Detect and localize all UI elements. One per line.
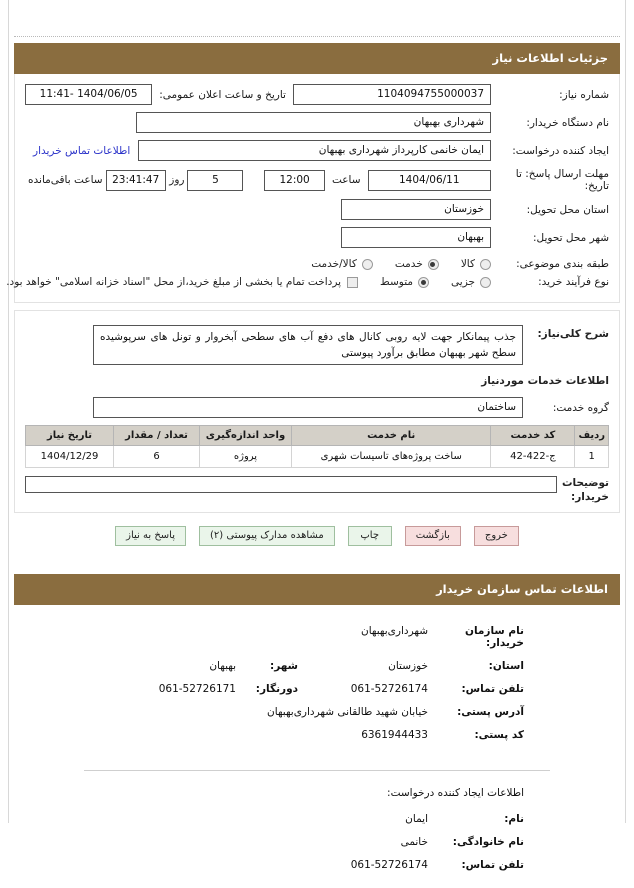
requester-first-name-label: نام: <box>428 813 524 825</box>
deadline-time-value[interactable]: 12:00 <box>264 170 325 191</box>
remaining-time-value[interactable]: 23:41:47 <box>106 170 167 191</box>
cell-name: ساخت پروژه‌های تاسیسات شهری <box>292 446 491 468</box>
buyer-contact-link[interactable]: اطلاعات تماس خریدار <box>25 145 138 157</box>
province-row <box>25 199 609 220</box>
radio-icon-medium[interactable] <box>418 277 429 288</box>
announce-datetime-label: تاریخ و ساعت اعلان عمومی: <box>152 89 293 101</box>
col-row: ردیف <box>575 426 609 446</box>
services-section-heading: اطلاعات خدمات موردنیاز <box>25 375 609 387</box>
need-details-panel <box>14 74 620 303</box>
classification-option-goods-label: کالا <box>461 258 475 270</box>
cell-unit: پروژه <box>200 446 292 468</box>
contact-postal-row <box>26 729 524 741</box>
contact-fax-value: 061-52726171 <box>116 683 236 695</box>
requester-body <box>14 813 620 888</box>
contact-org-name-row <box>26 625 524 649</box>
buyer-org-label: نام دستگاه خریدار: <box>491 117 609 129</box>
buyer-contact-header <box>14 574 620 605</box>
top-divider <box>14 36 620 37</box>
page-content <box>0 36 634 888</box>
checkbox-icon-treasury-bond[interactable] <box>347 277 358 288</box>
respond-to-need-button[interactable]: پاسخ به نیاز <box>115 526 186 546</box>
contact-postal-value: 6361944433 <box>298 729 428 741</box>
requester-first-name-row <box>26 813 524 825</box>
city-label: شهر محل تحویل: <box>491 232 609 244</box>
description-label: شرح کلی‌نیاز: <box>523 325 609 340</box>
purchase-type-option-medium[interactable] <box>380 276 429 288</box>
contact-org-name-label: نام سازمان خریدار: <box>428 625 524 649</box>
col-need-date: تاریخ نیاز <box>26 426 114 446</box>
requester-first-name-value: ایمان <box>298 813 428 825</box>
table-row <box>26 446 609 468</box>
contact-phone-value: 061-52726174 <box>298 683 428 695</box>
need-number-value[interactable]: 1104094755000037 <box>293 84 491 105</box>
need-details-header-title: جزئیات اطلاعات نیاز <box>492 51 608 65</box>
col-name: نام خدمت <box>292 426 491 446</box>
description-panel <box>14 310 620 513</box>
treasury-bond-checkbox-group[interactable] <box>6 276 358 288</box>
requester-phone-label: تلفن تماس: <box>428 859 524 871</box>
exit-button[interactable]: خروج <box>474 526 519 546</box>
classification-option-goods-service-label: کالا/خدمت <box>311 258 357 270</box>
deadline-row <box>25 168 609 192</box>
deadline-date-value[interactable]: 1404/06/11 <box>368 170 491 191</box>
requester-last-name-value: خانمی <box>298 836 428 848</box>
creator-label: ایجاد کننده درخواست: <box>491 145 609 157</box>
services-table <box>25 425 609 468</box>
requester-last-name-label: نام خانوادگی: <box>428 836 524 848</box>
requester-last-name-row <box>26 836 524 848</box>
cell-need-date: 1404/12/29 <box>26 446 114 468</box>
contact-address-label: آدرس پستی: <box>428 706 524 718</box>
cell-quantity: 6 <box>114 446 200 468</box>
creator-row <box>25 140 609 161</box>
contact-phone-fax-row <box>26 683 524 695</box>
contact-address-value: خیابان شهید طالقانی شهرداری‌بهبهان <box>208 706 428 718</box>
purchase-type-row <box>25 276 609 288</box>
contact-province-label: استان: <box>428 660 524 672</box>
service-group-value[interactable]: ساختمان <box>93 397 523 418</box>
requester-phone-row <box>26 859 524 871</box>
need-number-label: شماره نیاز: <box>491 89 609 101</box>
need-details-header <box>14 43 620 74</box>
cell-code: ج-422-42 <box>491 446 575 468</box>
contact-org-name-value: شهرداری‌بهبهان <box>298 625 428 637</box>
purchase-type-option-medium-label: متوسط <box>380 276 413 288</box>
time-label: ساعت <box>325 174 368 186</box>
buyer-contact-body <box>14 605 620 758</box>
buyer-org-value[interactable]: شهرداری بهبهان <box>136 112 491 133</box>
print-button[interactable]: چاپ <box>348 526 392 546</box>
classification-option-goods[interactable] <box>461 258 491 270</box>
contact-fax-label: دورنگار: <box>236 683 298 695</box>
contact-address-row <box>26 706 524 718</box>
radio-icon-service[interactable] <box>428 259 439 270</box>
announce-datetime-value[interactable]: 1404/06/05 -11:41 <box>25 84 152 105</box>
buyer-note-label: توضیحات خریدار: <box>557 476 609 504</box>
radio-icon-goods-service[interactable] <box>362 259 373 270</box>
description-row <box>25 325 609 365</box>
action-button-row <box>14 526 620 546</box>
contact-province-value: خوزستان <box>298 660 428 672</box>
remaining-days-value[interactable]: 5 <box>187 170 243 191</box>
contact-province-city-row <box>26 660 524 672</box>
remaining-days-unit: روز <box>166 174 187 186</box>
purchase-type-option-minor[interactable] <box>451 276 491 288</box>
purchase-type-option-minor-label: جزیی <box>451 276 475 288</box>
need-number-row <box>25 84 609 105</box>
cell-row: 1 <box>575 446 609 468</box>
contact-postal-label: کد پستی: <box>428 729 524 741</box>
classification-row <box>25 258 609 270</box>
buyer-contact-header-title: اطلاعات تماس سازمان خریدار <box>436 582 608 596</box>
classification-option-goods-service[interactable] <box>311 258 373 270</box>
radio-icon-goods[interactable] <box>480 259 491 270</box>
buyer-note-value[interactable] <box>25 476 557 493</box>
city-row <box>25 227 609 248</box>
col-code: کد خدمت <box>491 426 575 446</box>
col-quantity: تعداد / مقدار <box>114 426 200 446</box>
view-attachments-button[interactable]: مشاهده مدارک پیوستی (۲) <box>199 526 335 546</box>
description-value[interactable]: جذب پیمانکار جهت لایه روبی کانال های دفع آب های سطحی آبخروار و تونل های سرپوشیده سطح شهر بهبهان مطابق برآورد پیوستی <box>93 325 523 365</box>
creator-value[interactable]: ایمان خانمی کارپرداز شهرداری بهبهان <box>138 140 491 161</box>
services-table-header-row <box>26 426 609 446</box>
contact-phone-label: تلفن تماس: <box>428 683 524 695</box>
buyer-org-row <box>25 112 609 133</box>
back-button[interactable]: بازگشت <box>405 526 461 546</box>
buyer-note-row <box>25 476 609 504</box>
purchase-type-label: نوع فرآیند خرید: <box>491 276 609 288</box>
service-group-label: گروه خدمت: <box>523 402 609 414</box>
classification-option-service[interactable] <box>395 258 439 270</box>
province-value[interactable]: خوزستان <box>341 199 491 220</box>
contact-city-label: شهر: <box>236 660 298 672</box>
treasury-bond-checkbox-label: پرداخت تمام یا بخشی از مبلغ خرید،از محل "اسناد خزانه اسلامی" خواهد بود. <box>6 276 341 288</box>
city-value[interactable]: بهبهان <box>341 227 491 248</box>
classification-label: طبقه بندی موضوعی: <box>491 258 609 270</box>
remaining-time-label: ساعت باقی‌مانده <box>25 174 106 186</box>
province-label: استان محل تحویل: <box>491 204 609 216</box>
service-group-row <box>25 397 609 418</box>
contact-divider <box>84 770 550 771</box>
requester-section-title: اطلاعات ایجاد کننده درخواست: <box>14 787 620 813</box>
classification-option-service-label: خدمت <box>395 258 423 270</box>
contact-city-value: بهبهان <box>116 660 236 672</box>
requester-phone-value: 061-52726174 <box>298 859 428 871</box>
radio-icon-minor[interactable] <box>480 277 491 288</box>
deadline-label: مهلت ارسال پاسخ: تا تاریخ: <box>491 168 609 192</box>
col-unit: واحد اندازه‌گیری <box>200 426 292 446</box>
